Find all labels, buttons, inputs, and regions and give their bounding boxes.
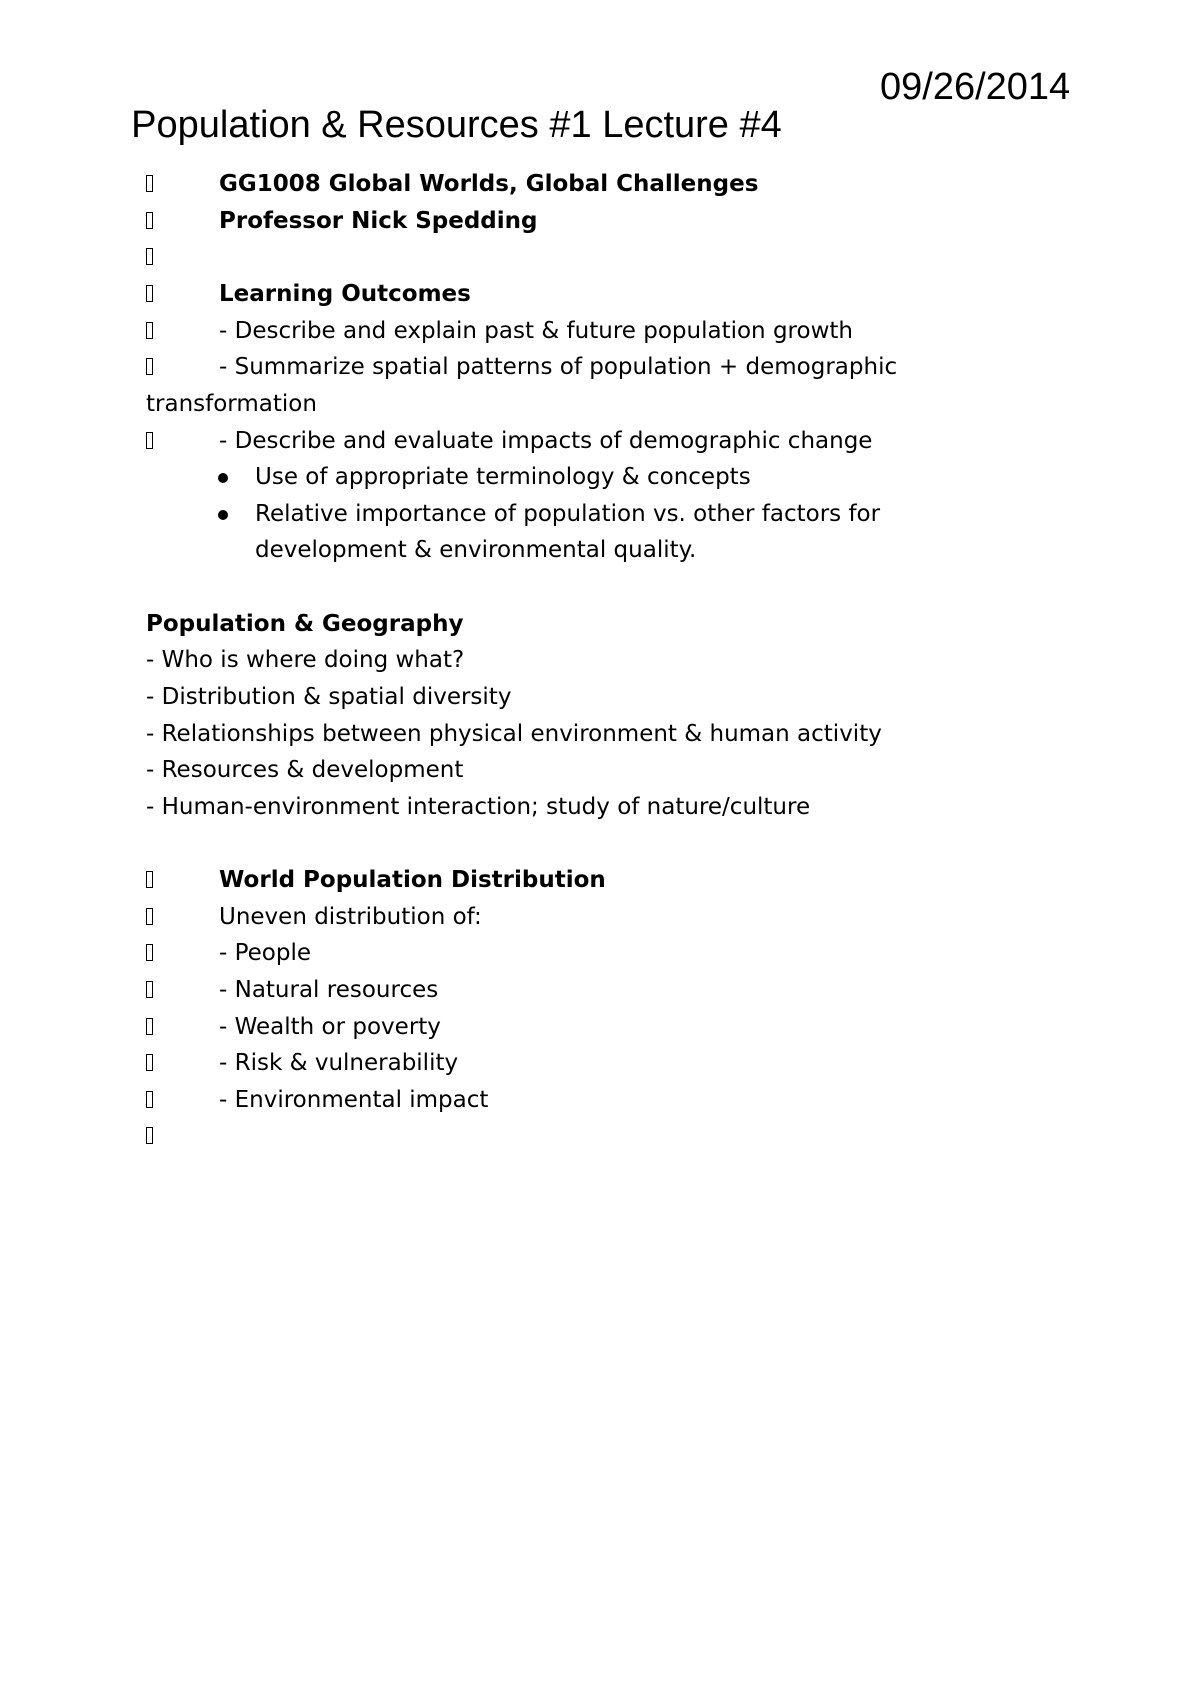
sub-bullet-text: development & environmental quality. <box>255 537 697 563</box>
world-distribution-intro: Uneven distribution of: <box>219 904 482 930</box>
list-item-text: - Risk & vulnerability <box>219 1050 459 1076</box>
missing-glyph-icon <box>146 899 156 936</box>
missing-glyph-icon <box>146 349 156 386</box>
list-item-text: - Wealth or poverty <box>219 1014 441 1040</box>
sub-bullet-text: Relative importance of population vs. other factors for <box>255 501 881 527</box>
page-title <box>110 66 1071 182</box>
world-distribution-heading: World Population Distribution <box>219 867 606 893</box>
professor-name: Professor Nick Spedding <box>219 208 538 234</box>
course-title: GG1008 Global Worlds, Global Challenges <box>219 171 759 197</box>
outcome-text: - Describe and evaluate impacts of demographic change <box>219 428 873 454</box>
missing-glyph-icon <box>146 166 156 203</box>
list-item-text: - Environmental impact <box>219 1087 489 1113</box>
missing-glyph-icon <box>146 203 156 240</box>
missing-glyph-icon <box>146 972 156 1009</box>
list-item-text: - Human-environment interaction; study of nature/culture <box>146 794 811 820</box>
list-item-text: - Who is where doing what? <box>146 647 465 673</box>
missing-glyph-icon <box>146 313 156 350</box>
missing-glyph-icon <box>146 862 156 899</box>
missing-glyph-icon <box>146 935 156 972</box>
bullet-icon <box>218 473 228 483</box>
missing-glyph-icon <box>146 276 156 313</box>
lecture-date: 09/26/2014 <box>880 66 1071 108</box>
bullet-icon <box>218 510 228 520</box>
outcome-text: - Describe and explain past & future population growth <box>219 318 853 344</box>
list-item-text: - Resources & development <box>146 757 464 783</box>
learning-outcomes-heading: Learning Outcomes <box>219 281 471 307</box>
population-geography-heading: Population & Geography <box>146 611 464 637</box>
outcome-text: transformation <box>146 391 317 417</box>
list-item-text: - Relationships between physical environment & human activity <box>146 721 882 747</box>
missing-glyph-icon <box>146 423 156 460</box>
lecture-title: Population & Resources #1 Lecture #4 <box>131 104 782 146</box>
missing-glyph-icon <box>146 239 156 276</box>
sub-bullet-text: Use of appropriate terminology & concepts <box>255 464 751 490</box>
list-item-text: - Distribution & spatial diversity <box>146 684 512 710</box>
list-item-text: - Natural resources <box>219 977 439 1003</box>
missing-glyph-icon <box>146 1045 156 1082</box>
missing-glyph-icon <box>146 1009 156 1046</box>
missing-glyph-icon <box>146 1082 156 1119</box>
list-item-text: - People <box>219 940 312 966</box>
outcome-text: - Summarize spatial patterns of population + demographic <box>219 354 898 380</box>
missing-glyph-icon <box>146 1118 156 1155</box>
